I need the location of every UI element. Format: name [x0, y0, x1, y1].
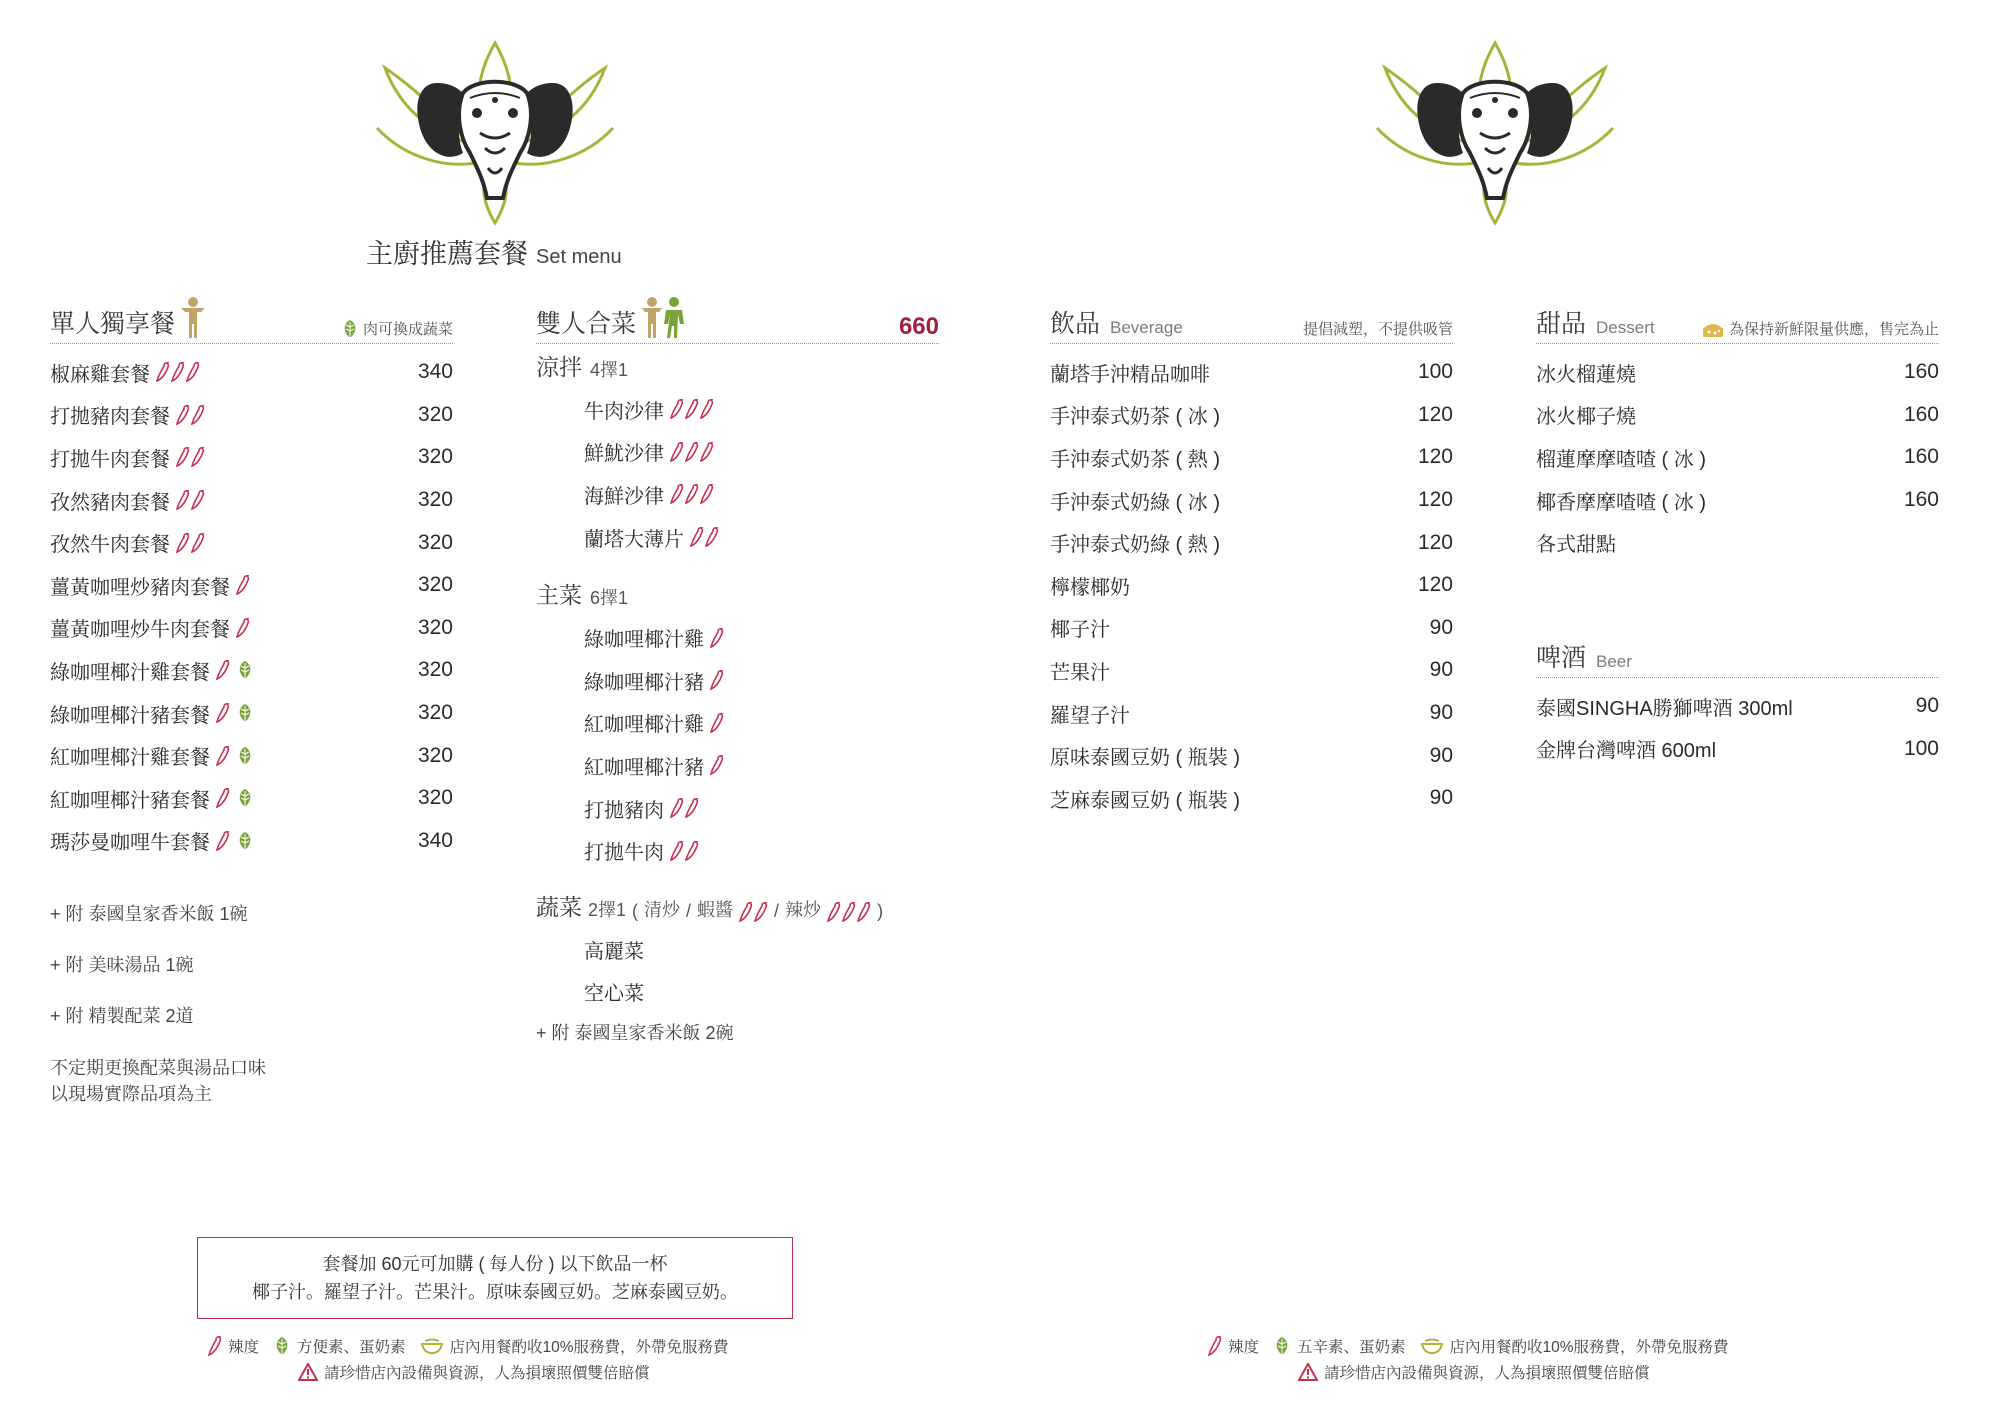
legend-warning: 請珍惜店內設備與資源，人為損壞照價雙倍賠償 — [1324, 1365, 1650, 1382]
menu-row — [584, 473, 939, 516]
menu-row — [50, 607, 453, 650]
chili-icon — [670, 399, 714, 419]
item-price: 160 — [1903, 402, 1939, 426]
dessert-note — [1701, 318, 1939, 339]
menu-row — [1050, 649, 1453, 692]
item-price: 90 — [1429, 786, 1453, 810]
set-menu-title-zh: 主廚推薦套餐 — [366, 239, 528, 270]
chili-icon — [710, 670, 724, 690]
item-name: 瑪莎曼咖哩牛套餐 — [50, 832, 210, 855]
chili-icon — [176, 533, 205, 553]
item-name: 紅咖哩椰汁豬套餐 — [50, 789, 210, 812]
item-name: 冰火椰子燒 — [1536, 406, 1636, 429]
item-name: 紅咖哩椰汁雞 — [584, 714, 704, 737]
item-name: 椰子汁 — [1050, 619, 1110, 642]
beverage-title-zh: 飲品 — [1050, 309, 1101, 338]
veg-header — [536, 884, 939, 928]
item-name: 紅咖哩椰汁雞套餐 — [50, 747, 210, 770]
menu-row — [50, 436, 453, 479]
main-meta: 6擇1 — [590, 588, 629, 609]
beverage-header — [1050, 300, 1453, 344]
menu-row — [50, 479, 453, 522]
item-name: 手沖泰式奶茶 ( 冰 ) — [1050, 406, 1220, 429]
legend-service: 店內用餐酌收10%服務費，外帶免服務費 — [1449, 1339, 1729, 1356]
leaf-icon — [341, 319, 359, 339]
item-price: 320 — [417, 573, 453, 597]
menu-row — [584, 616, 939, 659]
item-price: 90 — [1429, 743, 1453, 767]
item-name: 海鮮沙律 — [584, 485, 664, 508]
menu-row — [1536, 479, 1939, 522]
legend-spicy: 辣度 — [1228, 1339, 1260, 1356]
beer-header — [1536, 634, 1939, 678]
chili-icon — [156, 362, 200, 382]
double-set-price: 660 — [898, 313, 939, 340]
double-set-title: 雙人合菜 — [536, 309, 637, 338]
item-name: 綠咖哩椰汁雞 — [584, 629, 704, 652]
menu-row — [50, 521, 453, 564]
notice-line-2: 以現場實際品項為主 — [50, 1084, 212, 1105]
bowl-icon — [1420, 1338, 1444, 1354]
chili-icon — [710, 755, 724, 775]
menu-row — [50, 564, 453, 607]
chili-icon — [176, 405, 205, 425]
item-name: 牛肉沙律 — [584, 400, 664, 423]
item-price: 320 — [417, 658, 453, 682]
chili-icon — [216, 788, 230, 808]
item-price: 120 — [1417, 530, 1453, 554]
chili-icon — [710, 628, 724, 648]
leaf-icon — [236, 788, 254, 808]
chili-icon — [216, 831, 230, 851]
promo-line-1: 套餐加 60元可加購 ( 每人份 ) 以下飲品一杯 — [322, 1254, 668, 1274]
chili-icon — [236, 618, 250, 638]
set-menu-title — [366, 232, 622, 271]
item-price: 340 — [417, 360, 453, 384]
legend-service: 店內用餐酌收10%服務費，外帶免服務費 — [449, 1339, 729, 1356]
item-name: 打拋牛肉套餐 — [50, 448, 170, 471]
beverage-title-en: Beverage — [1110, 318, 1183, 337]
elephant-logo-right — [1375, 38, 1615, 228]
menu-row — [1536, 685, 1939, 728]
item-price: 120 — [1417, 445, 1453, 469]
menu-row — [50, 394, 453, 437]
item-name: 孜然牛肉套餐 — [50, 534, 170, 557]
veg-paren-open: ( — [632, 900, 639, 921]
menu-row — [1536, 394, 1939, 437]
promo-line-2: 椰子汁。羅望子汁。芒果汁。原味泰國豆奶。芝麻泰國豆奶。 — [252, 1282, 738, 1302]
addon-soup: + 附 美味湯品 1碗 — [50, 955, 194, 976]
warning-icon — [298, 1363, 318, 1381]
item-price: 320 — [417, 786, 453, 810]
item-name: 打拋豬肉套餐 — [50, 406, 170, 429]
main-title: 主菜 — [536, 583, 582, 610]
item-price: 340 — [417, 828, 453, 852]
chili-icon — [236, 575, 250, 595]
chili-icon — [739, 902, 768, 922]
item-name: 綠咖哩椰汁豬套餐 — [50, 704, 210, 727]
item-name: 手沖泰式奶綠 ( 冰 ) — [1050, 491, 1220, 514]
item-name: 空心菜 — [584, 983, 644, 1006]
item-price: 320 — [417, 743, 453, 767]
chili-icon — [216, 746, 230, 766]
leaf-icon — [236, 660, 254, 680]
single-set-title: 單人獨享餐 — [50, 309, 176, 338]
chili-icon — [827, 902, 871, 922]
main-header — [536, 572, 939, 616]
legend-line-1 — [208, 1333, 729, 1359]
item-price: 100 — [1417, 360, 1453, 384]
ice-cream-icon — [1701, 320, 1725, 338]
notice-line-1: 不定期更換配菜與湯品口味 — [50, 1058, 266, 1079]
chili-icon — [176, 490, 205, 510]
item-name: 金牌台灣啤酒 600ml — [1536, 740, 1717, 763]
item-name: 薑黃咖哩炒豬肉套餐 — [50, 576, 230, 599]
chili-icon — [670, 798, 699, 818]
legend-right — [1208, 1333, 1729, 1385]
dessert-section — [1536, 300, 1939, 770]
veg-option-plain: 清炒 — [644, 899, 681, 920]
menu-row — [1050, 777, 1453, 820]
menu-row — [1050, 734, 1453, 777]
veg-title: 蔬菜 — [536, 894, 582, 921]
item-price: 320 — [417, 445, 453, 469]
menu-row — [50, 351, 453, 394]
item-price: 90 — [1915, 694, 1939, 718]
beverage-note: 提倡減塑，不提供吸管 — [1302, 321, 1453, 338]
item-name: 椰香摩摩喳喳 ( 冰 ) — [1536, 491, 1706, 514]
double-addon-rice: + 附 泰國皇家香米飯 2碗 — [536, 1023, 734, 1044]
menu-row — [50, 820, 453, 863]
single-set-header — [50, 300, 453, 344]
legend-warning: 請珍惜店內設備與資源，人為損壞照價雙倍賠償 — [324, 1365, 650, 1382]
single-set-note — [341, 318, 453, 339]
menu-row — [1050, 692, 1453, 735]
item-name: 綠咖哩椰汁豬 — [584, 671, 704, 694]
menu-row — [584, 787, 939, 830]
item-name: 鮮魷沙律 — [584, 443, 664, 466]
menu-row — [1050, 521, 1453, 564]
salad-header — [536, 344, 939, 388]
menu-row — [1536, 521, 1939, 564]
legend-line-2 — [208, 1359, 729, 1385]
item-price: 160 — [1903, 488, 1939, 512]
item-name: 各式甜點 — [1536, 534, 1616, 557]
menu-row — [584, 659, 939, 702]
chili-icon — [1208, 1336, 1222, 1356]
veg-option-spicy: 辣炒 — [785, 899, 822, 920]
single-set-note-text: 肉可換成蔬菜 — [362, 321, 453, 338]
menu-row — [1536, 351, 1939, 394]
item-price: 160 — [1903, 445, 1939, 469]
dessert-title-en: Dessert — [1596, 318, 1655, 337]
dessert-header — [1536, 300, 1939, 344]
item-name: 手沖泰式奶綠 ( 熱 ) — [1050, 534, 1220, 557]
chili-icon — [670, 442, 714, 462]
beer-title-zh: 啤酒 — [1536, 642, 1587, 672]
menu-row — [1050, 351, 1453, 394]
chili-icon — [208, 1336, 222, 1356]
bowl-icon — [420, 1338, 444, 1354]
item-price: 100 — [1903, 736, 1939, 760]
leaf-icon — [236, 746, 254, 766]
item-price: 90 — [1429, 701, 1453, 725]
item-price: 320 — [417, 488, 453, 512]
menu-row — [1050, 564, 1453, 607]
set-menu-title-en: Set menu — [536, 246, 622, 268]
menu-row — [584, 516, 939, 559]
legend-spicy: 辣度 — [228, 1339, 260, 1356]
beverage-section — [1050, 300, 1453, 820]
menu-row — [50, 692, 453, 735]
item-price: 320 — [417, 701, 453, 725]
single-set-section — [50, 300, 453, 1107]
item-name: 蘭塔手沖精品咖啡 — [1050, 363, 1210, 386]
item-name: 打拋豬肉 — [584, 799, 664, 822]
menu-row — [584, 431, 939, 474]
item-name: 綠咖哩椰汁雞套餐 — [50, 661, 210, 684]
chili-icon — [216, 660, 230, 680]
legend-veg: 方便素、蛋奶素 — [297, 1339, 406, 1356]
item-name: 芒果汁 — [1050, 661, 1110, 684]
menu-row — [584, 829, 939, 872]
menu-row — [1536, 728, 1939, 771]
leaf-icon — [236, 831, 254, 851]
legend-line-1 — [1208, 1333, 1729, 1359]
item-name: 榴蓮摩摩喳喳 ( 冰 ) — [1536, 448, 1706, 471]
item-name: 打拋牛肉 — [584, 842, 664, 865]
warning-icon — [1298, 1363, 1318, 1381]
beer-title-en: Beer — [1596, 651, 1632, 671]
menu-row — [1050, 394, 1453, 437]
veg-meta: 2擇1 — [588, 899, 627, 920]
double-set-header — [536, 300, 939, 344]
couple-icon — [640, 296, 688, 340]
chili-icon — [670, 841, 699, 861]
chili-icon — [710, 713, 724, 733]
menu-row — [50, 777, 453, 820]
item-price: 320 — [417, 402, 453, 426]
item-price: 120 — [1417, 573, 1453, 597]
legend-veg: 五辛素、蛋奶素 — [1297, 1339, 1406, 1356]
item-name: 檸檬椰奶 — [1050, 576, 1130, 599]
item-name: 泰國SINGHA勝獅啤酒 300ml — [1536, 697, 1793, 720]
veg-paren-close: ) — [877, 900, 884, 921]
menu-row — [1050, 607, 1453, 650]
menu-row — [1536, 436, 1939, 479]
item-price: 90 — [1429, 658, 1453, 682]
menu-row — [584, 702, 939, 745]
menu-row — [584, 928, 939, 971]
dessert-note-text: 為保持新鮮限量供應，售完為止 — [1728, 321, 1939, 338]
veg-option-shrimp: 蝦醬 — [697, 899, 734, 920]
salad-meta: 4擇1 — [590, 360, 629, 380]
item-name: 紅咖哩椰汁豬 — [584, 756, 704, 779]
item-name: 原味泰國豆奶 ( 瓶裝 ) — [1050, 747, 1240, 770]
item-price: 320 — [417, 615, 453, 639]
chili-icon — [216, 703, 230, 723]
item-name: 芝麻泰國豆奶 ( 瓶裝 ) — [1050, 789, 1240, 812]
chili-icon — [176, 447, 205, 467]
item-name: 椒麻雞套餐 — [50, 363, 150, 386]
veg-separator: / — [686, 900, 692, 921]
item-price: 320 — [417, 530, 453, 554]
chili-icon — [670, 484, 714, 504]
leaf-icon — [273, 1336, 291, 1356]
menu-row — [1050, 436, 1453, 479]
item-name: 薑黃咖哩炒牛肉套餐 — [50, 619, 230, 642]
item-name: 孜然豬肉套餐 — [50, 491, 170, 514]
item-name: 高麗菜 — [584, 940, 644, 963]
salad-title: 涼拌 — [536, 355, 582, 381]
drink-promo-box — [197, 1237, 793, 1319]
chili-icon — [690, 527, 719, 547]
item-name: 手沖泰式奶茶 ( 熱 ) — [1050, 448, 1220, 471]
person-icon — [179, 296, 207, 340]
item-name: 冰火榴蓮燒 — [1536, 363, 1636, 386]
item-name: 羅望子汁 — [1050, 704, 1130, 727]
item-price: 120 — [1417, 488, 1453, 512]
item-price: 160 — [1903, 360, 1939, 384]
menu-row — [50, 649, 453, 692]
menu-row — [1050, 479, 1453, 522]
item-price: 90 — [1429, 615, 1453, 639]
leaf-icon — [1273, 1336, 1291, 1356]
addon-rice: + 附 泰國皇家香米飯 1碗 — [50, 904, 248, 925]
legend-line-2 — [1208, 1359, 1729, 1385]
legend-left — [208, 1333, 729, 1385]
menu-row — [584, 388, 939, 431]
single-addons — [50, 900, 453, 1107]
menu-row — [584, 744, 939, 787]
veg-separator: / — [774, 900, 780, 921]
item-price: 120 — [1417, 402, 1453, 426]
addon-side: + 附 精製配菜 2道 — [50, 1006, 194, 1027]
double-set-section — [536, 300, 939, 1045]
dessert-title-zh: 甜品 — [1536, 309, 1587, 338]
item-name: 蘭塔大薄片 — [584, 528, 684, 551]
elephant-logo-left — [375, 38, 615, 228]
leaf-icon — [236, 703, 254, 723]
menu-row — [584, 971, 939, 1014]
menu-row — [50, 734, 453, 777]
